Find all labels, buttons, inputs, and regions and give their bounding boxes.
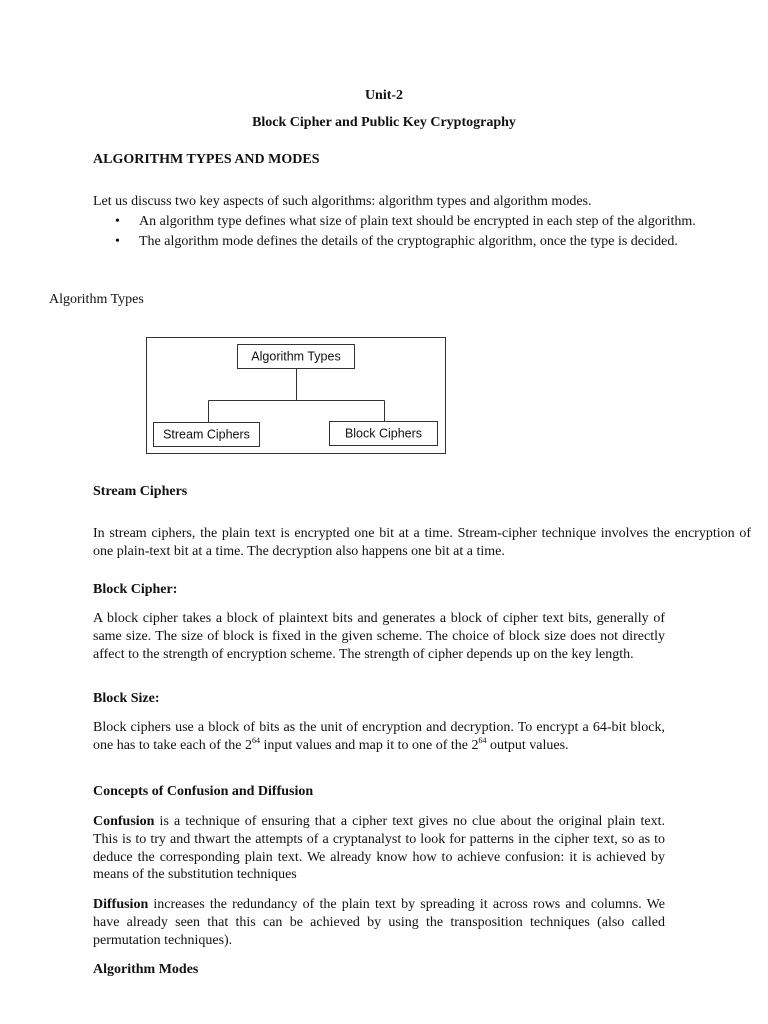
confusion-diffusion-heading: Concepts of Confusion and Diffusion [93,784,314,799]
section-heading: ALGORITHM TYPES AND MODES [93,152,320,167]
algorithm-types-diagram [146,337,446,454]
confusion-text: is a technique of ensuring that a cipher text gives no clue about the original plain text. This is to try and thwart the attempts of a cryptanalyst to look for patterns in the cipher text, so as to deduce the corresponding plain text. We already know how to achieve confusion: it is achieved by means of the substitution techniques [93,814,665,883]
bullet-icon: • [115,233,120,249]
unit-title: Unit-2 [364,88,404,103]
bullet-item [93,233,751,251]
diagram-right-label: Block Ciphers [344,426,423,441]
diffusion-paragraph [93,896,665,949]
bullet-list [93,213,751,251]
bullet-item [93,213,751,231]
main-title: Block Cipher and Public Key Cryptography [252,115,516,130]
bullet-text: The algorithm mode defines the details of the cryptographic algorithm, once the type is decided. [139,233,678,249]
block-size-text-2: input values and map it to one of the 2 [260,737,479,753]
block-size-paragraph [93,719,665,755]
bullet-text: An algorithm type defines what size of plain text should be encrypted in each step of the algorithm. [139,214,696,229]
confusion-paragraph [93,813,665,884]
stream-ciphers-paragraph: In stream ciphers, the plain text is encrypted one bit at a time. Stream-cipher technique involves the encryption of one plain-text bit at a time. The decryption also happens one bit at a time. [93,526,751,559]
diffusion-term: Diffusion [93,897,149,912]
block-cipher-paragraph: A block cipher takes a block of plaintext bits and generates a block of cipher text bits, generally of same size. The size of block is fixed in the given scheme. The choice of block size does not directly affect to the strength of encryption scheme. The strength of cipher depends up on the key length. [93,611,665,662]
algorithm-types-label: Algorithm Types [49,292,144,307]
block-size-exponent-1: 64 [252,735,260,745]
block-size-text-3: output values. [486,737,569,753]
diffusion-text: increases the redundancy of the plain text by spreading it across rows and columns. We have already seen that this can be achieved by using the transposition techniques (also called permutation techniques). [93,897,665,948]
diagram-root-label: Algorithm Types [251,349,341,364]
block-cipher-heading: Block Cipher: [93,582,178,597]
block-size-text-1: Block ciphers use a block of bits as the unit of encryption and decryption. To encrypt a 64-bit block, one has to take each of the 2 [93,720,665,753]
block-size-heading: Block Size: [93,691,160,706]
diagram-left-label: Stream Ciphers [163,427,250,442]
stream-ciphers-heading: Stream Ciphers [93,484,188,499]
block-size-exponent-2: 64 [478,735,487,745]
intro-paragraph: Let us discuss two key aspects of such algorithms: algorithm types and algorithm modes. [93,194,592,209]
algorithm-modes-heading: Algorithm Modes [93,962,199,977]
confusion-term: Confusion [93,814,155,829]
bullet-icon: • [115,214,120,229]
